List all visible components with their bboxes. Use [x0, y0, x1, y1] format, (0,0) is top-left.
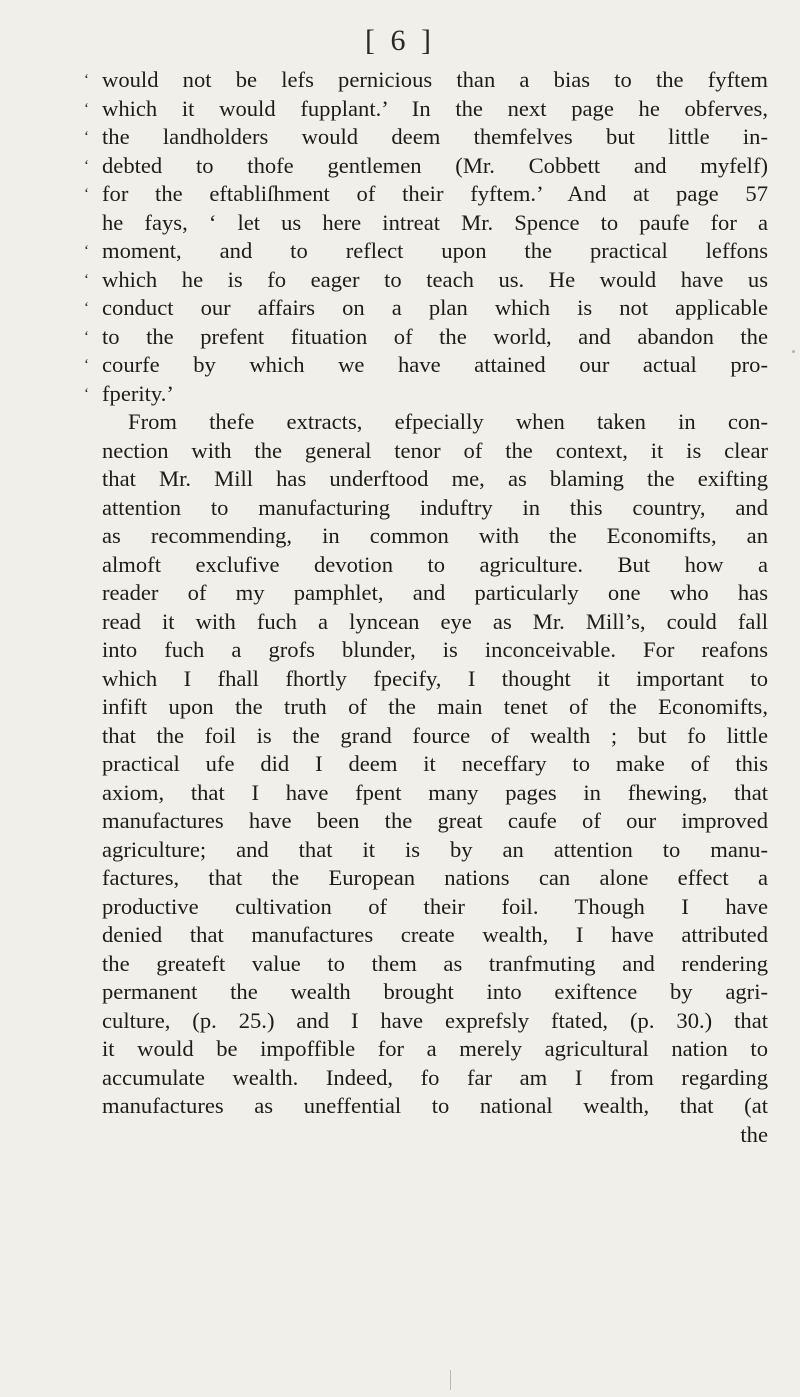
text-line: practical ufe did I deem it neceffary to make of this — [102, 751, 768, 776]
text-line: ‘ which he is fo eager to teach us. He would have us — [102, 266, 768, 295]
text-line: ‘ conduct our affairs on a plan which is not applicable — [102, 294, 768, 323]
text-line: ‘ the landholders would deem themfelves but little in- — [102, 123, 768, 152]
text-line: culture, (p. 25.) and I have exprefsly ftated, (p. 30.) that — [102, 1007, 768, 1033]
text-line: reader of my pamphlet, and particularly one who has — [102, 580, 768, 605]
text-line: manufactures as uneffential to national wealth, that (at — [102, 1093, 768, 1118]
text-line: ‘ fperity.’ — [102, 380, 768, 409]
text-line: attention to manufacturing induftry in this country, and — [102, 494, 768, 520]
margin-speck — [792, 350, 795, 353]
page-number: [ 6 ] — [365, 24, 435, 57]
catchword: the — [740, 1121, 768, 1147]
text-line: ‘ to the prefent fituation of the world, and abandon the — [102, 323, 768, 352]
text-line: nection with the general tenor of the context, it is clear — [102, 437, 768, 463]
quote-mark: ‘ — [84, 385, 89, 402]
text-line: which I fhall fhortly fpecify, I thought it important to — [102, 665, 768, 691]
text-line: ‘ for the eftabliſhment of their fyftem.’ And at page 57 — [102, 180, 768, 209]
quote-mark: ‘ — [84, 157, 89, 174]
text-line: that Mr. Mill has underftood me, as blaming the exifting — [102, 466, 768, 491]
text-line: From thefe extracts, efpecially when taken in con- — [128, 409, 768, 434]
text-line: he fays, ‘ let us here intreat Mr. Spence to paufe for a — [102, 209, 768, 235]
quote-mark: ‘ — [84, 243, 89, 259]
text-line: axiom, that I have fpent many pages in fhewing, that — [102, 779, 768, 805]
text-line: ‘ would not be lefs pernicious than a bias to the fyftem — [102, 66, 768, 95]
quote-mark: ‘ — [84, 186, 89, 202]
text-line: infift upon the truth of the main tenet of the Economifts, — [102, 694, 768, 719]
body-text — [84, 66, 768, 1149]
quote-mark: ‘ — [84, 357, 89, 373]
text-line: accumulate wealth. Indeed, fo far am I from regarding — [102, 1064, 768, 1090]
text-line: manufactures have been the great caufe of our improved — [102, 808, 768, 833]
text-line: the greateft value to them as tranfmuting and rendering — [102, 950, 768, 976]
text-line: ‘ which it would fupplant.’ In the next page he obferves, — [102, 95, 768, 124]
text-line: that the foil is the grand fource of wealth ; but fo little — [102, 722, 768, 748]
quote-mark: ‘ — [84, 328, 89, 345]
text-line: ‘ debted to thofe gentlemen (Mr. Cobbett and myfelf) — [102, 152, 768, 181]
text-line: into fuch a grofs blunder, is inconceivable. For reafons — [102, 637, 768, 662]
text-line: ‘ courfe by which we have attained our actual pro- — [102, 351, 768, 380]
text-line: as recommending, in common with the Economifts, an — [102, 523, 768, 548]
text-line: productive cultivation of their foil. Though I have — [102, 893, 768, 919]
quote-mark: ‘ — [84, 129, 89, 145]
quote-mark: ‘ — [84, 271, 89, 288]
text-line: ‘ moment, and to reflect upon the practical leffons — [102, 237, 768, 266]
bottom-margin-mark — [450, 1370, 451, 1390]
quote-mark: ‘ — [84, 100, 89, 117]
text-line: denied that manufactures create wealth, I have attributed — [102, 922, 768, 947]
text-line: almoft exclufive devotion to agriculture. But how a — [102, 551, 768, 577]
text-line: permanent the wealth brought into exiftence by agri- — [102, 979, 768, 1004]
quote-mark: ‘ — [84, 300, 89, 316]
text-line: factures, that the European nations can alone effect a — [102, 865, 768, 890]
quote-mark: ‘ — [84, 72, 89, 88]
text-line: read it with fuch a lyncean eye as Mr. Mill’s, could fall — [102, 608, 768, 634]
text-line: agriculture; and that it is by an attention to manu- — [102, 836, 768, 862]
text-line: it would be impoffible for a merely agricultural nation to — [102, 1036, 768, 1061]
